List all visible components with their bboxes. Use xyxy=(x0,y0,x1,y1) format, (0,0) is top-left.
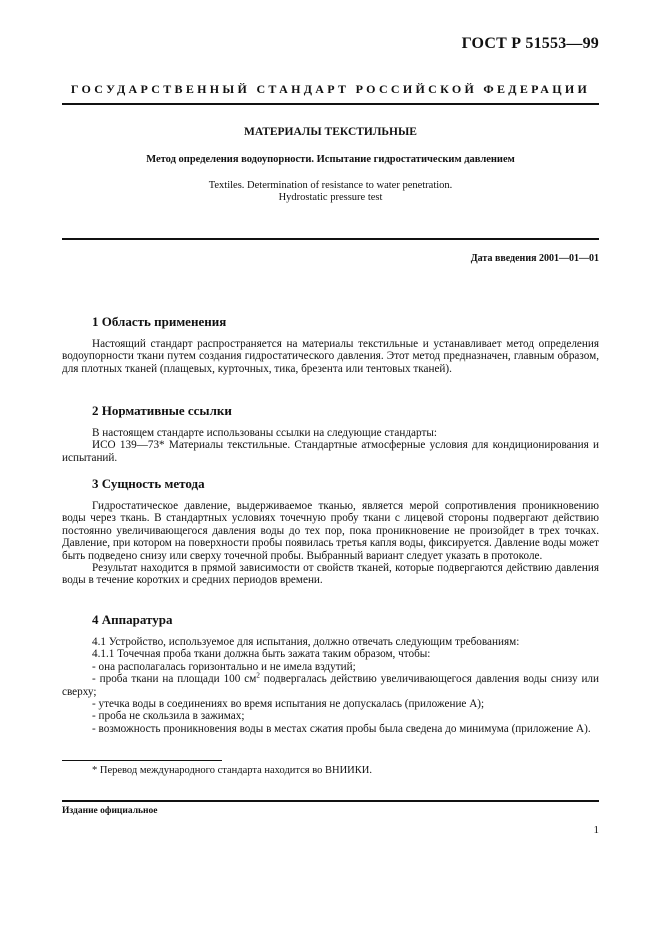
document-title: МАТЕРИАЛЫ ТЕКСТИЛЬНЫЕ xyxy=(244,126,417,138)
section-2 xyxy=(62,403,599,464)
section-2-paragraph-1: В настоящем стандарте использованы ссылки на следующие стандарты: xyxy=(92,427,437,439)
section-3-paragraph-2: Результат находится в прямой зависимости от свойств тканей, которые подвергаются действию давления воды в течение коротких и средних периодов времени. xyxy=(62,562,599,587)
section-1-heading: 1 Область применения xyxy=(92,314,227,329)
section-4 xyxy=(62,612,599,735)
footnote xyxy=(62,765,599,776)
section-1 xyxy=(62,314,599,375)
english-title xyxy=(62,180,599,204)
official-edition-label: Издание официальное xyxy=(62,806,158,816)
page-number: 1 xyxy=(593,824,599,836)
section-3-paragraph-1: Гидростатическое давление, выдерживаемое тканью, является мерой сопротивления проникновению воды через ткань. В стандартных условиях точечную пробу ткани с лицевой стороны подвергают действию постоянно увеличивающегося давления воды до тех пор, пока проникновение не произойдет в трех точках. Давление, при котором на поверхности пробы появилась третья капля воды, фиксируется. Давление воды может быть подведено снизу или сверху точечной пробы. Выбранный вариант следует указать в протоколе. xyxy=(62,500,599,562)
title-rule xyxy=(62,238,599,240)
section-1-paragraph: Настоящий стандарт распространяется на материалы текстильные и устанавливает метод определения водоупорности ткани путем создания гидростатического давления. Этот метод предназначен, главным образом, для плотных тканей (плащевых, курточных, тика, брезента или тентовых тканей). xyxy=(62,338,599,375)
english-title-line-2: Hydrostatic pressure test xyxy=(278,192,383,203)
section-2-heading: 2 Нормативные ссылки xyxy=(92,403,232,418)
section-3-heading: 3 Сущность метода xyxy=(92,476,205,491)
section-4-item-5: - возможность проникновения воды в местах сжатия пробы была сведена до минимума (приложение А). xyxy=(92,722,591,735)
section-4-item-2 xyxy=(62,673,599,698)
section-4-item-3: - утечка воды в соединениях во время испытания не допускалась (приложение А); xyxy=(92,698,485,711)
section-4-item-1: - она располагалась горизонтально и не имела вздутий; xyxy=(92,660,356,673)
item-2-text-b: подвергалась действию увеличивающегося давления воды снизу или сверху; xyxy=(62,673,599,698)
footnote-rule xyxy=(62,760,222,761)
state-standard-heading: ГОСУДАРСТВЕННЫЙ СТАНДАРТ РОССИЙСКОЙ ФЕДЕРАЦИИ xyxy=(70,82,591,96)
gost-code: ГОСТ Р 51553—99 xyxy=(461,35,599,52)
item-2-text-a: - проба ткани на площади 100 см xyxy=(92,673,257,686)
item-2-superscript: 2 xyxy=(256,671,260,680)
document-subtitle: Метод определения водоупорности. Испытание гидростатическим давлением xyxy=(146,154,515,165)
section-2-paragraph-2: ИСО 139—73* Материалы текстильные. Стандартные атмосферные условия для кондиционирования и испытаний. xyxy=(62,439,599,464)
footnote-text: * Перевод международного стандарта находится во ВНИИКИ. xyxy=(92,765,372,776)
english-title-line-1: Textiles. Determination of resistance to water penetration. xyxy=(208,180,453,191)
section-4-paragraph-1: 4.1 Устройство, используемое для испытания, должно отвечать следующим требованиям: xyxy=(92,636,520,648)
section-4-heading: 4 Аппаратура xyxy=(92,612,173,627)
top-rule xyxy=(62,103,599,105)
bottom-rule xyxy=(62,800,599,802)
section-4-paragraph-2: 4.1.1 Точечная проба ткани должна быть зажата таким образом, чтобы: xyxy=(92,648,431,661)
section-3 xyxy=(62,476,599,587)
section-4-item-4: - проба не скользила в зажимах; xyxy=(92,710,245,723)
introduction-date: Дата введения 2001—01—01 xyxy=(470,253,599,264)
